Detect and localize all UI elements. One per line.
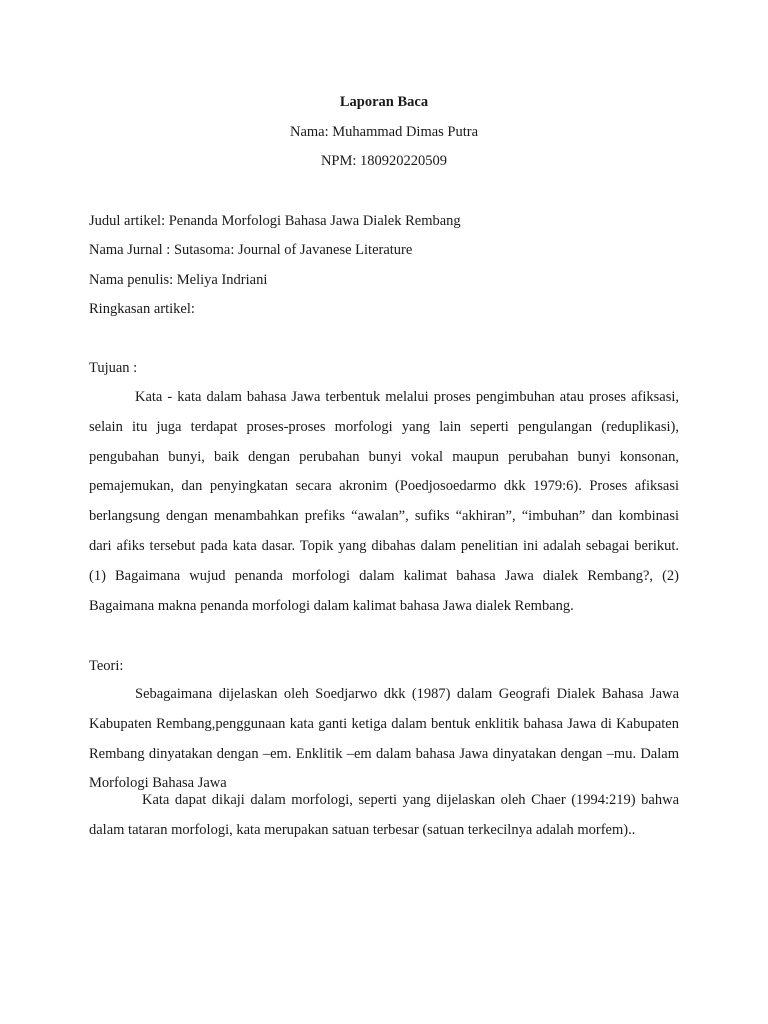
teori-paragraph-2: Kata dapat dikaji dalam morfologi, seperti yang dijelaskan oleh Chaer (1994:219) bahwa dalam tataran morfologi, kata merupakan satuan terbesar (satuan terkecilnya adalah morfem).. [89,792,679,838]
article-title: Judul artikel: Penanda Morfologi Bahasa Jawa Dialek Rembang [89,213,461,229]
author-name: Nama penulis: Meliya Indriani [89,272,268,288]
journal-name: Nama Jurnal : Sutasoma: Journal of Javanese Literature [89,242,413,258]
tujuan-heading: Tujuan : [89,360,138,376]
tujuan-paragraph: Kata - kata dalam bahasa Jawa terbentuk melalui proses pengimbuhan atau proses afiksasi, selain itu juga terdapat proses-proses morfologi yang lain seperti pengulangan (reduplikasi), pengubahan bunyi, baik dengan perubahan bunyi vokal maupun perubahan bunyi konsonan, pemajemukan, dan penyingkatan secara akronim (Poedjosoedarmo dkk 1979:6). Proses afiksasi berlangsung dengan menambahkan prefiks “awalan”, sufiks “akhiran”, “imbuhan” dan kombinasi dari afiks tersebut pada kata dasar. Topik yang dibahas dalam penelitian ini adalah sebagai berikut. (1) Bagaimana wujud penanda morfologi dalam kalimat bahasa Jawa dialek Rembang?, (2) Bagaimana makna penanda morfologi dalam kalimat bahasa Jawa dialek Rembang. [89,389,679,614]
report-title: Laporan Baca [339,94,429,110]
teori-heading: Teori: [89,658,124,674]
student-name: Nama: Muhammad Dimas Putra [289,124,479,140]
teori-paragraph-1: Sebagaimana dijelaskan oleh Soedjarwo dkk (1987) dalam Geografi Dialek Bahasa Jawa Kabupaten Rembang,penggunaan kata ganti ketiga dalam bentuk enklitik bahasa Jawa di Kabupaten Rembang dinyatakan dengan –em. Enklitik –em dalam bahasa Jawa dinyatakan dengan –mu. Dalam Morfologi Bahasa Jawa [89,686,679,792]
summary-label: Ringkasan artikel: [89,301,195,317]
student-npm: NPM: 180920220509 [320,153,448,169]
